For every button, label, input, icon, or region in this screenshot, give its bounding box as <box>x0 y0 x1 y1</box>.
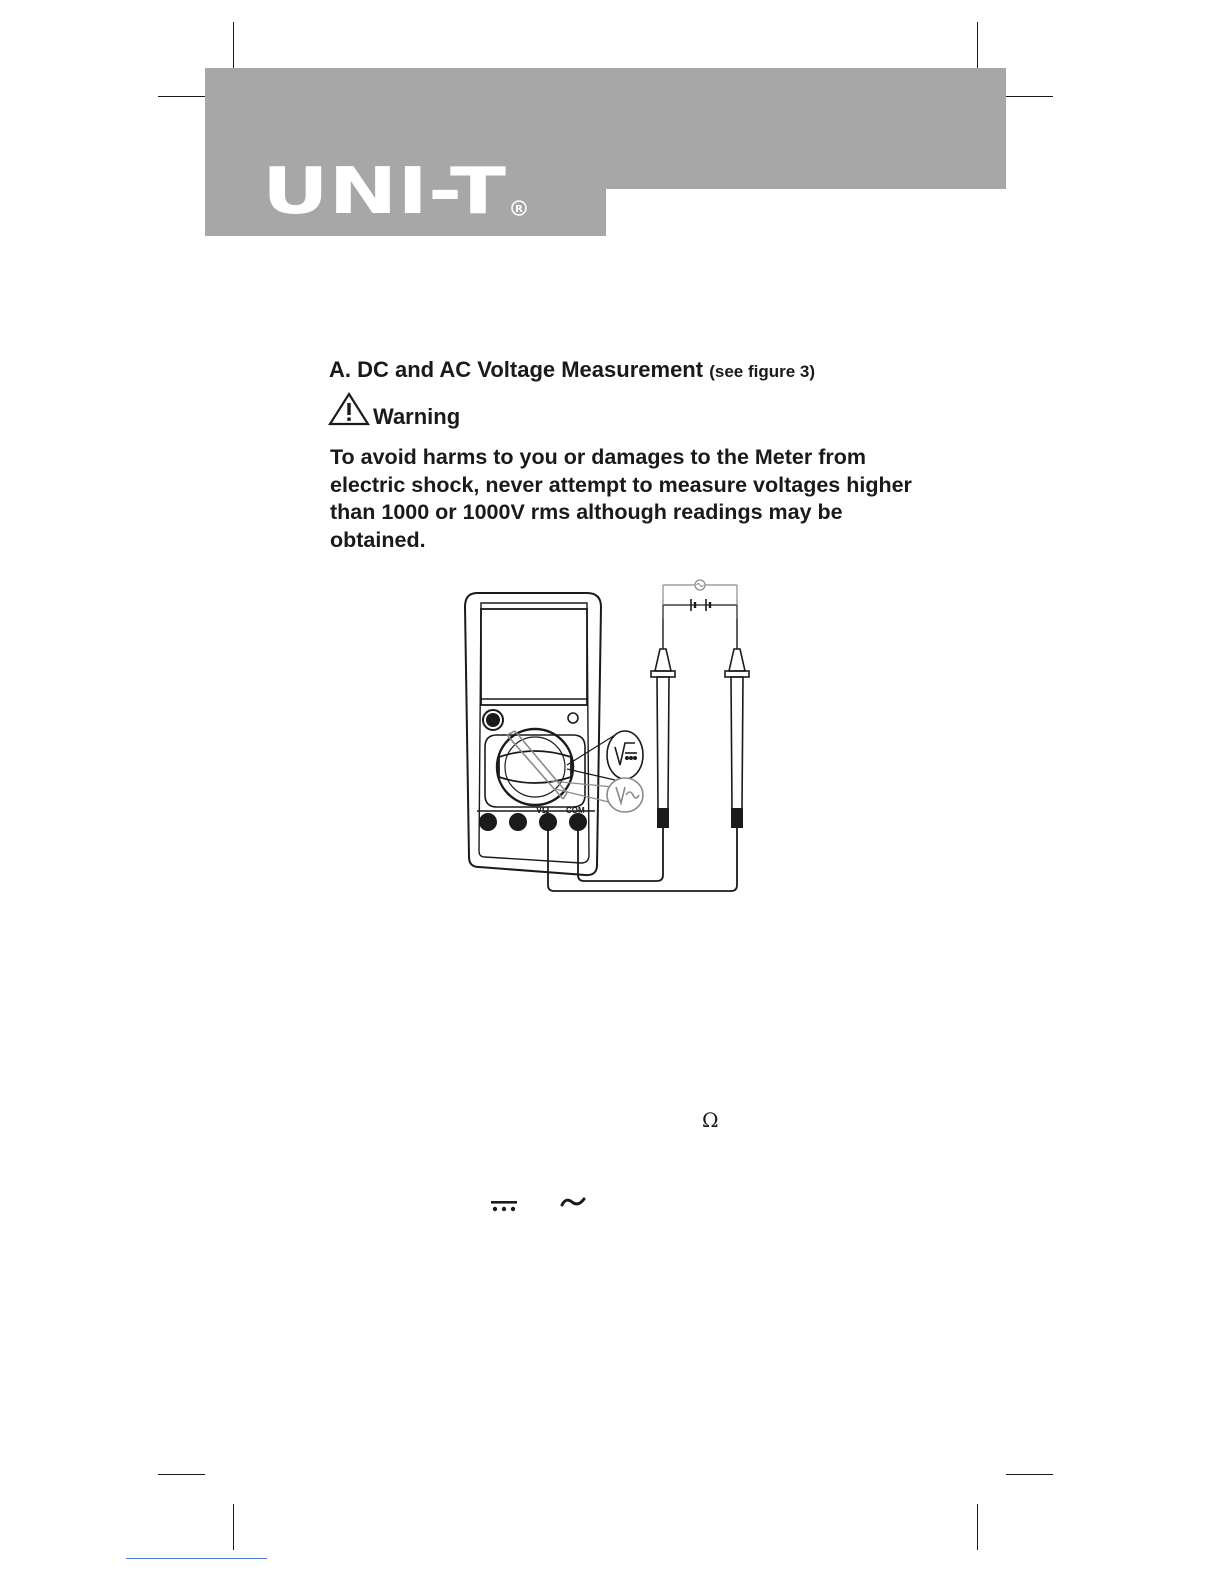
crop-mark-top-right-h <box>1006 96 1053 97</box>
link-underline <box>126 1558 267 1559</box>
crop-mark-top-left <box>233 22 234 68</box>
left-probe-handle <box>657 677 669 809</box>
dc-symbol-icon <box>490 1200 518 1214</box>
registered-trademark-icon <box>512 201 526 215</box>
meter-display <box>481 609 587 705</box>
ohm-symbol: Ω <box>702 1108 719 1132</box>
black-lead-wire <box>578 827 663 881</box>
terminal-com-label: COM <box>566 806 585 815</box>
warning-text: To avoid harms to you or damages to the Meter from electric shock, never attempt to measure voltages higher than 1000 or 1000V rms although readings may be obtained. <box>330 445 912 552</box>
section-heading-ref: (see figure 3) <box>709 362 816 381</box>
figure-voltage-measurement <box>455 575 775 900</box>
right-probe-handle <box>731 677 743 809</box>
brand-logo <box>262 160 532 220</box>
selector-pointer <box>507 731 567 799</box>
crop-mark-bottom-left-h <box>158 1474 205 1475</box>
section-heading <box>329 357 815 383</box>
meter-body <box>465 593 601 875</box>
circuit-under-test <box>663 605 737 619</box>
crop-mark-bottom-right <box>977 1504 978 1550</box>
crop-mark-top-left-h <box>158 96 205 97</box>
terminal-v-label: VΩ <box>536 805 550 815</box>
crop-mark-bottom-right-h <box>1006 1474 1053 1475</box>
svg-text:R: R <box>515 204 523 215</box>
crop-mark-bottom-left <box>233 1504 234 1550</box>
brand-logo-text: UNI-T <box>262 160 507 220</box>
section-heading-text: A. DC and AC Voltage Measurement <box>329 357 704 382</box>
warning-triangle-icon <box>327 391 371 427</box>
warning-label: Warning <box>373 404 461 429</box>
ac-symbol-icon <box>560 1196 586 1210</box>
meter-hold-button <box>568 713 578 723</box>
crop-mark-top-right <box>977 22 978 68</box>
